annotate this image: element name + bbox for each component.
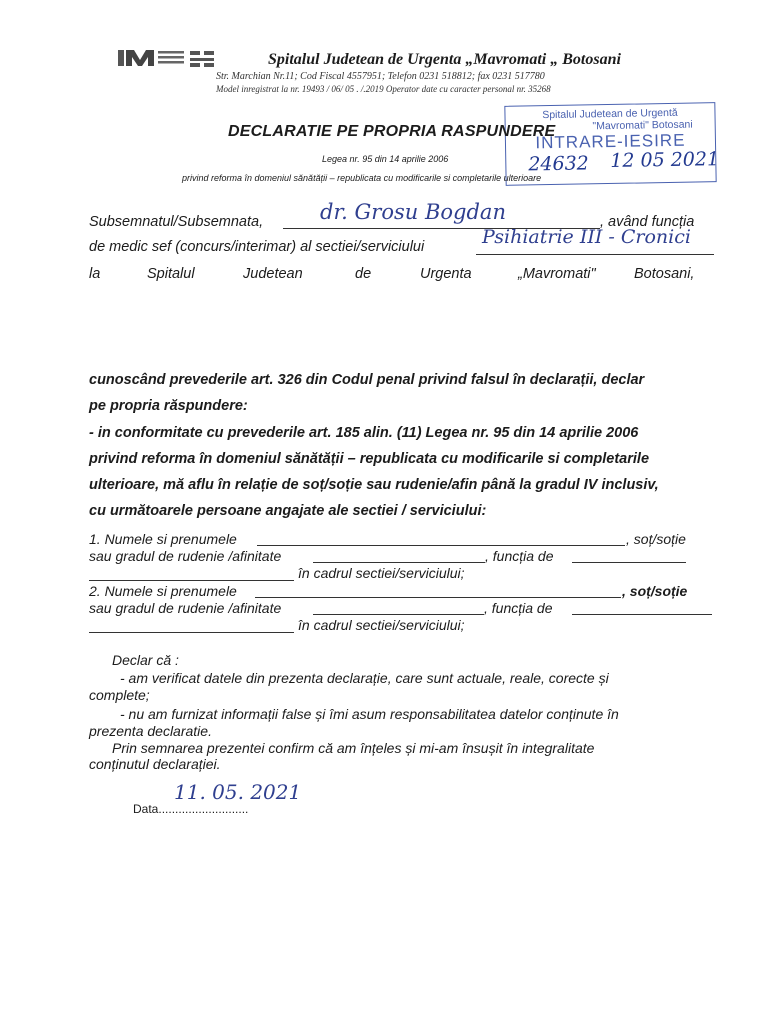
hospital-name: Spitalul Judetean de Urgenta „Mavromati „ Botosani [268, 51, 621, 68]
hospital-logo [118, 46, 238, 70]
entry1-degree-line [313, 562, 485, 563]
date-handwritten: 11. 05. 2021 [174, 780, 302, 804]
urgenta-word: Urgenta [420, 266, 472, 282]
own-responsibility: pe propria răspundere: [89, 398, 248, 414]
date-dots: ........................... [158, 802, 249, 816]
entry2-function-line2 [89, 632, 294, 633]
entry1-name-label: 1. Numele si prenumele [89, 531, 237, 547]
subsemnatul-label: Subsemnatul/Subsemnata, [89, 214, 264, 230]
spitalul-word: Spitalul [147, 266, 195, 282]
conformity-line-1: - in conformitate cu prevederile art. 185 alin. (11) Legea nr. 95 din 14 aprilie 2006 [89, 425, 639, 441]
conformity-line-2: privind reforma în domeniul sănătății – republicata cu modificarile si completarile [89, 451, 650, 467]
entry2-degree-line [313, 614, 484, 615]
false-info-line-2: prezenta declaratie. [89, 723, 212, 739]
entry1-function-line [572, 562, 686, 563]
entry2-spouse: , soț/soție [622, 583, 688, 599]
operator-line: Model inregistrat la nr. 19493 / 06/ 05 . /.2019 Operator date cu caracter personal nr. 35268 [216, 84, 551, 94]
entry1-degree-label: sau gradul de rudenie /afinitate [89, 548, 282, 564]
entry1-function-label: , funcția de [485, 548, 554, 564]
entry1-name-line [257, 545, 625, 546]
declar-heading: Declar că : [112, 652, 179, 668]
false-info-line-1: - nu am furnizat informații false și îmi asum responsabilitatea datelor conținute în [120, 706, 619, 722]
entry1-in-section: în cadrul sectiei/serviciului; [298, 565, 465, 581]
entry2-in-section: în cadrul sectiei/serviciului; [298, 617, 465, 633]
stamp-line3: INTRARE-IESIRE [535, 130, 686, 153]
confirm-line-2: conținutul declarației. [89, 756, 221, 772]
date-label-text: Data [133, 802, 159, 816]
date-label [133, 802, 248, 816]
entry2-degree-label: sau gradul de rudenie /afinitate [89, 600, 282, 616]
confirm-line-1: Prin semnarea prezentei confirm că am înțeles și mi-am însușit în integralitate [112, 740, 595, 756]
verified-line-2: complete; [89, 687, 150, 703]
stamp-line2: "Mavromati" Botosani [592, 118, 693, 133]
section-handwritten: Psihiatrie III - Cronici [482, 226, 691, 248]
medic-sef-label: de medic sef (concurs/interimar) al sectiei/serviciului [89, 239, 425, 255]
entry1-function-line2 [89, 580, 294, 581]
entry2-function-label: , funcția de [484, 600, 553, 616]
having-function: , având funcția [600, 214, 695, 230]
entry1-spouse: , soț/soție [626, 531, 686, 547]
logo-text: MS [118, 46, 120, 47]
hospital-address: Str. Marchian Nr.11; Cod Fiscal 4557951; Telefon 0231 518812; fax 0231 517780 [216, 71, 545, 82]
law-reference: Legea nr. 95 din 14 aprilie 2006 [322, 154, 449, 164]
verified-line-1: - am verificat datele din prezenta declarație, care sunt actuale, reale, corecte și [120, 670, 609, 686]
judetean-word: Judetean [243, 266, 303, 282]
conformity-line-4: cu următoarele persoane angajate ale sectiei / serviciului: [89, 503, 487, 519]
stamp-date: 12 05 2021 [610, 148, 720, 173]
name-handwritten: dr. Grosu Bogdan [320, 200, 506, 224]
section-line [476, 254, 714, 255]
entry2-function-line [572, 614, 712, 615]
stamp-line1: Spitalul Judetean de Urgentă [542, 106, 678, 122]
botosani-word: Botosani, [634, 266, 695, 282]
knowing-line: cunoscând prevederile art. 326 din Codul penal privind falsul în declarații, declar [89, 372, 645, 388]
de-word: de [355, 266, 372, 282]
mavromati-word: „Mavromati" [518, 266, 596, 282]
la-word: la [89, 266, 101, 282]
document-title: DECLARATIE PE PROPRIA RASPUNDERE [228, 123, 556, 140]
law-subtitle: privind reforma în domeniul sănătății – republicata cu modificarile si completarile ulterioare [182, 173, 542, 183]
stamp-number: 24632 [528, 152, 589, 176]
conformity-line-3: ulterioare, mă aflu în relație de soț/soție sau rudenie/afin până la gradul IV inclusiv, [89, 477, 659, 493]
entry2-name-line [255, 597, 621, 598]
entry2-name-label: 2. Numele si prenumele [89, 583, 237, 599]
